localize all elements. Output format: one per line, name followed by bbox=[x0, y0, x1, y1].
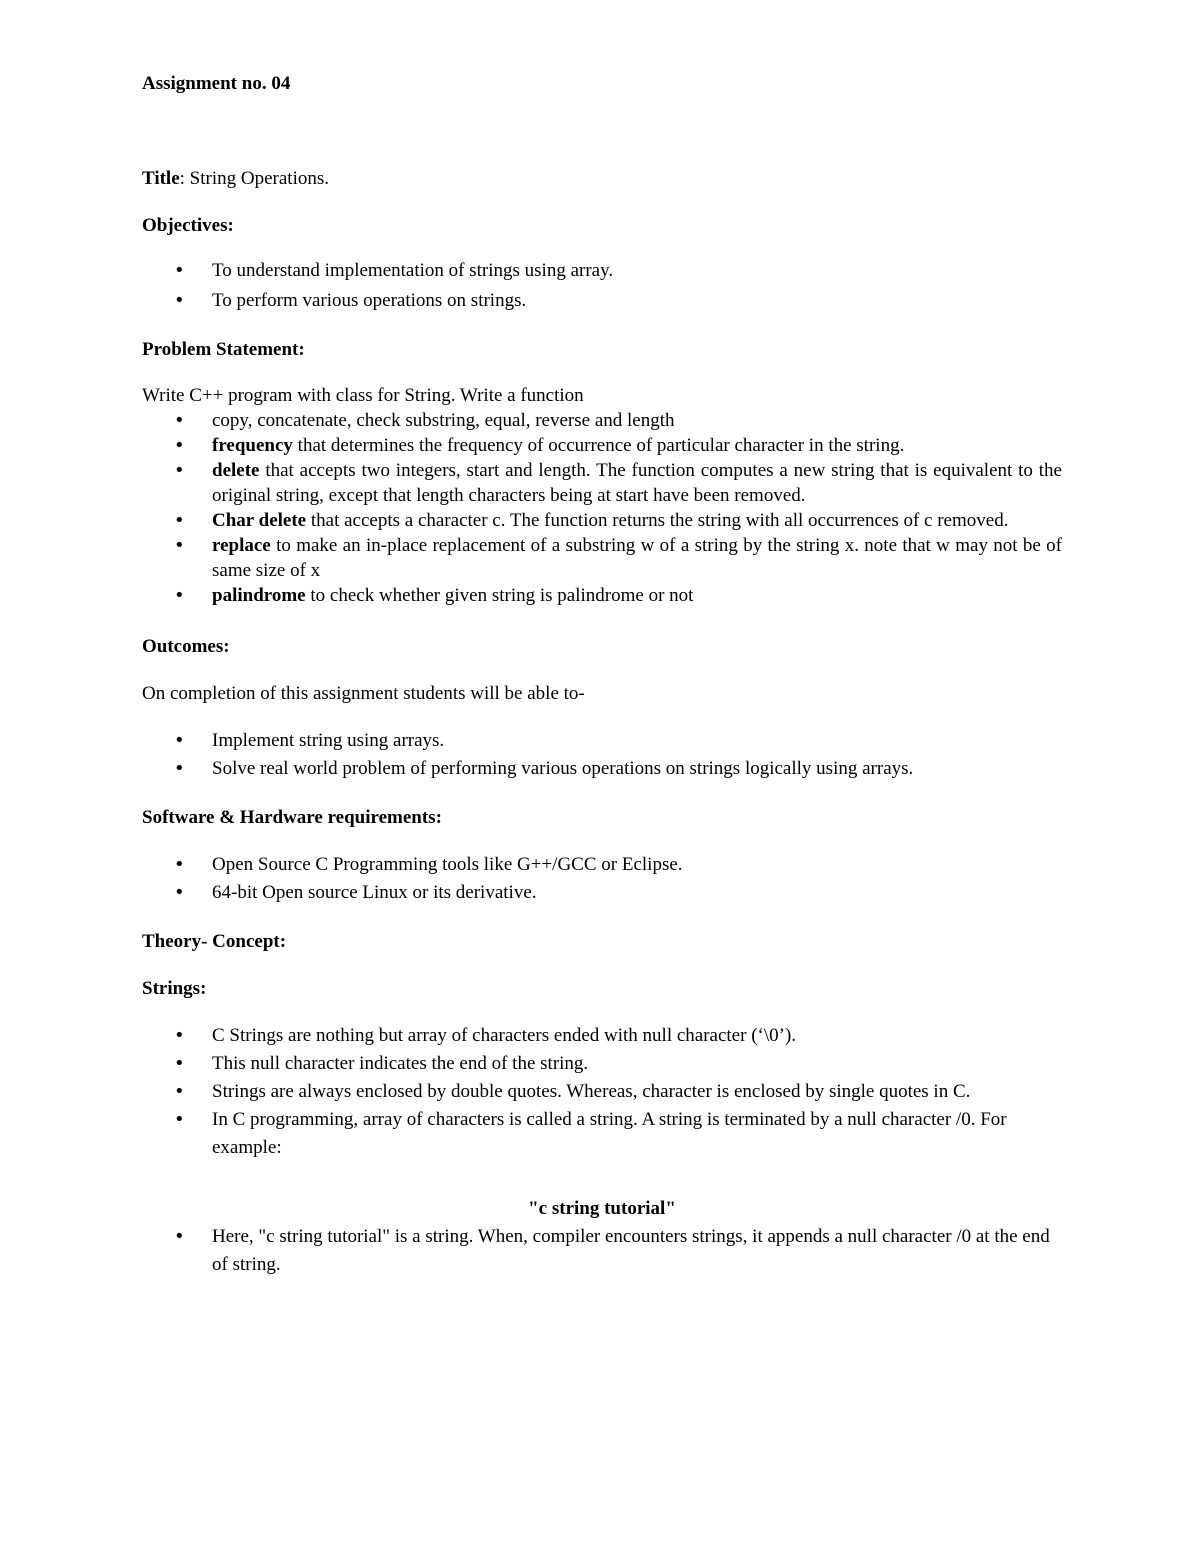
outcomes-list bbox=[142, 728, 1062, 781]
string-example: "c string tutorial" bbox=[528, 1198, 676, 1219]
outcomes-heading: Outcomes: bbox=[142, 636, 230, 657]
function-description: copy, concatenate, check substring, equal, reverse and length bbox=[212, 410, 675, 431]
list-item: • Strings are always enclosed by double quotes. Whereas, character is enclosed by single quotes in C. bbox=[142, 1078, 1062, 1106]
assignment-title: Assignment no. 04 bbox=[142, 73, 291, 94]
list-item: • Open Source C Programming tools like G++/GCC or Eclipse. bbox=[142, 852, 1062, 877]
strings-subheading: Strings: bbox=[142, 978, 207, 999]
problem-heading: Problem Statement: bbox=[142, 339, 305, 360]
list-item: • C Strings are nothing but array of characters ended with null character (‘\0’). bbox=[142, 1022, 1062, 1050]
function-name: delete bbox=[212, 460, 260, 481]
objectives-heading: Objectives: bbox=[142, 215, 234, 236]
requirements-list bbox=[142, 852, 1062, 905]
list-item: • 64-bit Open source Linux or its derivative. bbox=[142, 880, 1062, 905]
list-item bbox=[142, 408, 1062, 433]
list-item: • To understand implementation of strings using array. bbox=[142, 258, 1062, 283]
function-description: that accepts two integers, start and length. The function computes a new string that is equivalent to the original string, except that length characters being at start have been removed. bbox=[212, 460, 1062, 506]
requirements-heading: Software & Hardware requirements: bbox=[142, 807, 442, 828]
function-description: that determines the frequency of occurrence of particular character in the string. bbox=[292, 435, 905, 456]
list-item: • Solve real world problem of performing various operations on strings logically using arrays. bbox=[142, 756, 1062, 781]
list-item: • This null character indicates the end of the string. bbox=[142, 1050, 1062, 1078]
list-item bbox=[142, 533, 1062, 583]
function-description: that accepts a character c. The function returns the string with all occurrences of c removed. bbox=[306, 510, 1009, 531]
theory-heading: Theory- Concept: bbox=[142, 931, 287, 952]
function-name: replace bbox=[212, 535, 271, 556]
function-name: palindrome bbox=[212, 585, 306, 606]
strings-list-continued bbox=[142, 1223, 1062, 1279]
list-item: • Implement string using arrays. bbox=[142, 728, 1062, 753]
strings-list bbox=[142, 1022, 1062, 1162]
problem-intro: Write C++ program with class for String. Write a function bbox=[142, 385, 584, 406]
title-value: : String Operations. bbox=[179, 168, 330, 189]
function-description: to make an in-place replacement of a substring w of a string by the string x. note that w may not be of same size of x bbox=[212, 535, 1062, 581]
function-name: frequency bbox=[212, 435, 293, 456]
list-item bbox=[142, 508, 1062, 533]
list-item bbox=[142, 583, 1062, 608]
list-item: • In C programming, array of characters is called a string. A string is terminated by a null character /0. For example: bbox=[142, 1106, 1062, 1162]
list-item bbox=[142, 433, 1062, 458]
title-line bbox=[142, 166, 1062, 191]
list-item bbox=[142, 458, 1062, 508]
list-item: • To perform various operations on strings. bbox=[142, 288, 1062, 313]
problem-list bbox=[142, 408, 1062, 608]
title-label: Title bbox=[142, 168, 180, 189]
list-item: • Here, "c string tutorial" is a string. When, compiler encounters strings, it appends a null character /0 at the end of string. bbox=[142, 1223, 1062, 1279]
function-description: to check whether given string is palindrome or not bbox=[305, 585, 694, 606]
outcomes-intro: On completion of this assignment students will be able to- bbox=[142, 683, 585, 704]
objectives-list bbox=[142, 258, 1062, 313]
function-name: Char delete bbox=[212, 510, 307, 531]
